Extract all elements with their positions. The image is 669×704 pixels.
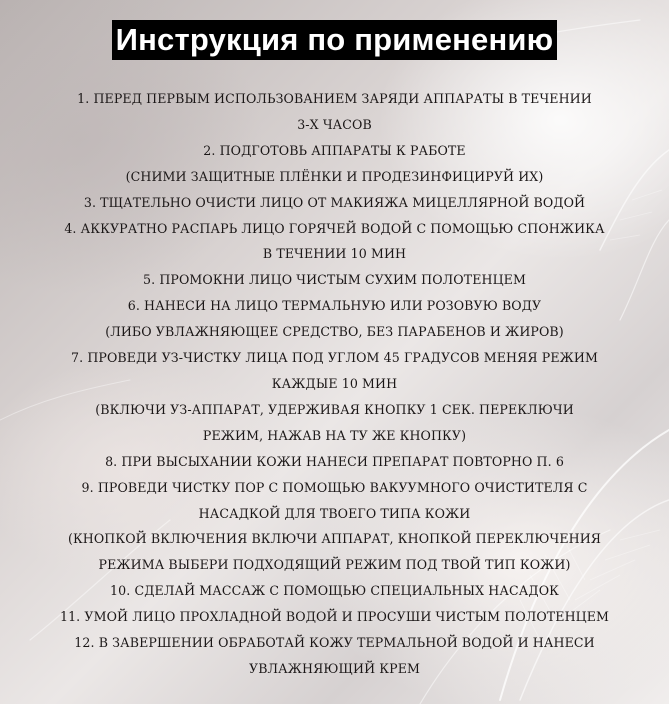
instruction-line: (КНОПКОЙ ВКЛЮЧЕНИЯ ВКЛЮЧИ АППАРАТ, КНОПКОЙ ПЕРЕКЛЮЧЕНИЯ (67, 531, 602, 547)
instruction-line: НАСАДКОЙ ДЛЯ ТВОЕГО ТИПА КОЖИ (198, 505, 471, 521)
page-title: Инструкция по применению (112, 20, 558, 60)
instruction-line: КАЖДЫЕ 10 МИН (271, 375, 398, 391)
instruction-line: 1. ПЕРЕД ПЕРВЫМ ИСПОЛЬЗОВАНИЕМ ЗАРЯДИ АППАРАТЫ В ТЕЧЕНИИ (77, 91, 592, 106)
instruction-line: УВЛАЖНЯЮЩИЙ КРЕМ (249, 660, 420, 676)
instruction-line: 11. УМОЙ ЛИЦО ПРОХЛАДНОЙ ВОДОЙ И ПРОСУШИ ЧИСТЫМ ПОЛОТЕНЦЕМ (59, 609, 610, 625)
instruction-line: (ВКЛЮЧИ УЗ-АППАРАТ, УДЕРЖИВАЯ КНОПКУ 1 СЕК. ПЕРЕКЛЮЧИ (95, 401, 574, 417)
instruction-line: 3. ТЩАТЕЛЬНО ОЧИСТИ ЛИЦО ОТ МАКИЯЖА МИЦЕЛЛЯРНОЙ ВОДОЙ (83, 194, 586, 210)
instruction-line: 2. ПОДГОТОВЬ АППАРАТЫ К РАБОТЕ (203, 142, 466, 158)
instruction-line: 8. ПРИ ВЫСЫХАНИИ КОЖИ НАНЕСИ ПРЕПАРАТ ПОВТОРНО П. 6 (105, 453, 564, 469)
instruction-line: 10. СДЕЛАЙ МАССАЖ С ПОМОЩЬЮ СПЕЦИАЛЬНЫХ НАСАДОК (110, 583, 559, 599)
instruction-line: РЕЖИМ, НАЖАВ НА ТУ ЖЕ КНОПКУ) (202, 427, 467, 443)
instruction-line: 5. ПРОМОКНИ ЛИЦО ЧИСТЫМ СУХИМ ПОЛОТЕНЦЕМ (143, 272, 526, 288)
instruction-line: 7. ПРОВЕДИ УЗ-ЧИСТКУ ЛИЦА ПОД УГЛОМ 45 ГРАДУСОВ МЕНЯЯ РЕЖИМ (71, 350, 598, 366)
instruction-line: В ТЕЧЕНИИ 10 МИН (262, 246, 407, 262)
instruction-line: (СНИМИ ЗАЩИТНЫЕ ПЛЁНКИ И ПРОДЕЗИНФИЦИРУЙ ИХ) (125, 168, 544, 184)
instruction-line: РЕЖИМА ВЫБЕРИ ПОДХОДЯЩИЙ РЕЖИМ ПОД ТВОЙ ТИП КОЖИ) (98, 557, 571, 573)
title-container (0, 20, 669, 60)
instruction-line: 9. ПРОВЕДИ ЧИСТКУ ПОР С ПОМОЩЬЮ ВАКУУМНОГО ОЧИСТИТЕЛЯ С (81, 479, 588, 495)
instruction-line: 4. АККУРАТНО РАСПАРЬ ЛИЦО ГОРЯЧЕЙ ВОДОЙ С ПОМОЩЬЮ СПОНЖИКА (64, 220, 605, 236)
instruction-line: 12. В ЗАВЕРШЕНИИ ОБРАБОТАЙ КОЖУ ТЕРМАЛЬНОЙ ВОДОЙ И НАНЕСИ (74, 635, 595, 651)
instruction-line: 6. НАНЕСИ НА ЛИЦО ТЕРМАЛЬНУЮ ИЛИ РОЗОВУЮ ВОДУ (127, 298, 542, 314)
instruction-line: 3-Х ЧАСОВ (297, 116, 372, 132)
instruction-line: (ЛИБО УВЛАЖНЯЮЩЕЕ СРЕДСТВО, БЕЗ ПАРАБЕНОВ И ЖИРОВ) (105, 324, 564, 340)
instruction-list (20, 86, 649, 682)
